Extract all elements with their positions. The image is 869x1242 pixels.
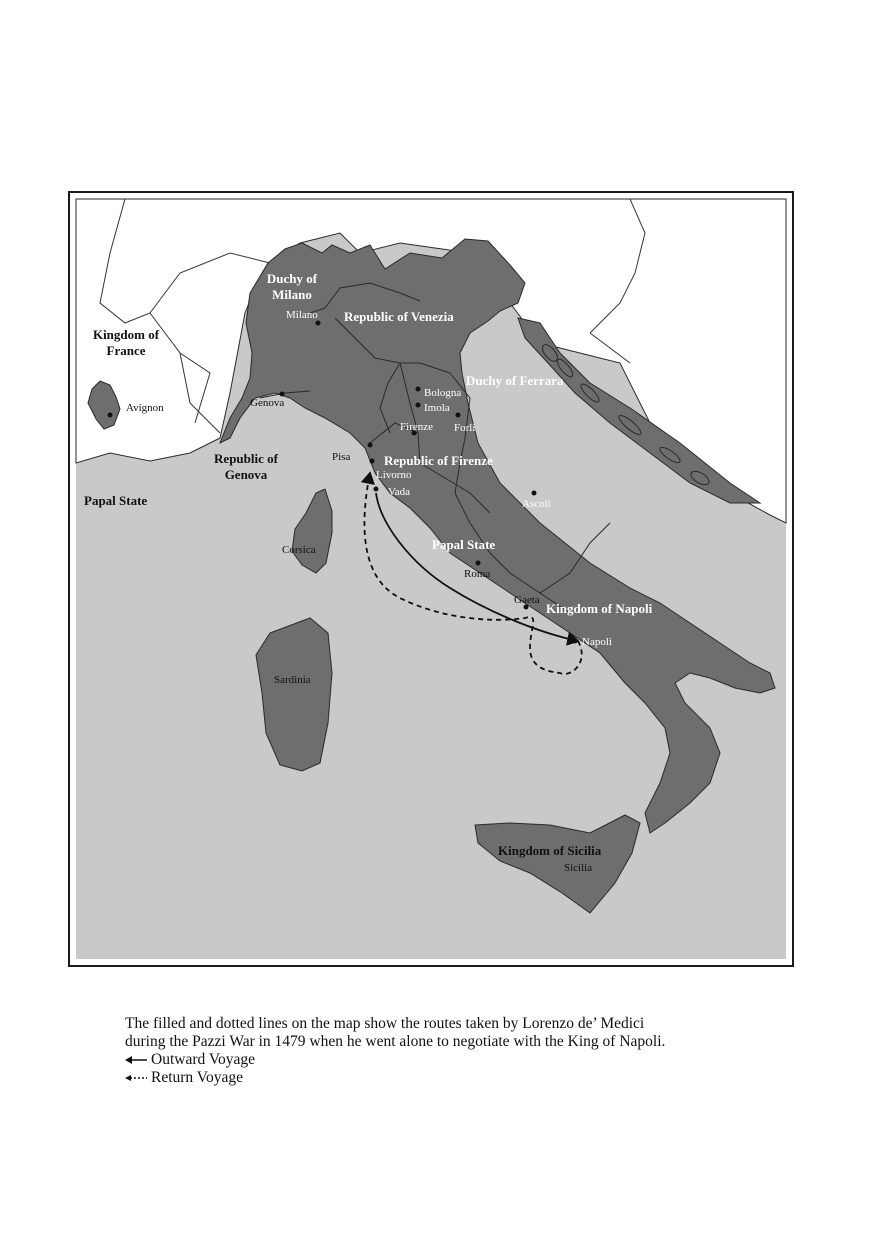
label-napoli: Kingdom of Napoli	[546, 601, 653, 616]
city-dot-genova	[280, 392, 285, 397]
label-genova-1: Republic of	[214, 451, 278, 466]
label-city-firenze: Firenze	[400, 421, 433, 433]
caption-line-1: The filled and dotted lines on the map show the routes taken by Lorenzo de’ Medici	[125, 1015, 645, 1032]
label-city-livorno: Livorno	[376, 469, 412, 481]
city-dot-bologna	[416, 387, 421, 392]
city-dot-milano	[316, 321, 321, 326]
label-city-avignon: Avignon	[126, 402, 164, 414]
city-dot-pisa	[368, 443, 373, 448]
label-city-ascoli: Ascoli	[522, 498, 551, 510]
label-island-sardinia: Sardinia	[274, 674, 311, 686]
label-city-imola: Imola	[424, 402, 450, 414]
legend-outward-label: Outward Voyage	[151, 1051, 256, 1068]
city-dot-napoli	[573, 639, 578, 644]
arrow-solid-icon	[125, 1055, 147, 1065]
legend-return	[125, 1069, 825, 1087]
label-papal-italy: Papal State	[432, 537, 496, 552]
map-canvas	[70, 193, 792, 965]
label-island-corsica: Corsica	[282, 544, 316, 556]
label-milano-1: Duchy of	[266, 271, 318, 286]
legend-return-label: Return Voyage	[151, 1069, 243, 1086]
legend-outward	[125, 1051, 825, 1069]
label-city-vada: Vada	[388, 486, 410, 498]
label-city-milano: Milano	[286, 309, 318, 321]
label-city-sicilia: Sicilia	[564, 862, 593, 874]
city-dot-ascoli	[532, 491, 537, 496]
label-city-napoli: Napoli	[582, 636, 612, 648]
caption-line-2: during the Pazzi War in 1479 when he went alone to negotiate with the King of Napoli.	[125, 1033, 666, 1050]
map-frame	[68, 191, 794, 967]
label-france-1: Kingdom of	[92, 327, 160, 342]
label-city-pisa: Pisa	[332, 451, 351, 463]
label-milano-2: Milano	[272, 287, 312, 302]
label-france-2: France	[106, 343, 146, 358]
label-city-genova: Genova	[250, 397, 285, 409]
label-firenze: Republic of Firenze	[384, 453, 493, 468]
city-dot-roma	[476, 561, 481, 566]
label-city-roma: Roma	[464, 568, 491, 580]
label-city-gaeta: Gaeta	[514, 594, 540, 606]
label-genova-2: Genova	[224, 467, 268, 482]
city-dot-avignon	[108, 413, 113, 418]
city-dot-livorno	[370, 459, 375, 464]
label-sicilia: Kingdom of Sicilia	[498, 843, 602, 858]
city-dot-imola	[416, 403, 421, 408]
label-venezia: Republic of Venezia	[344, 309, 454, 324]
label-papal-west: Papal State	[84, 493, 148, 508]
arrow-dotted-icon	[125, 1073, 147, 1083]
map-caption	[125, 1015, 825, 1087]
label-city-forli: Forli	[454, 422, 476, 434]
city-dot-forli	[456, 413, 461, 418]
city-dot-vada	[374, 487, 379, 492]
label-ferrara: Duchy of Ferrara	[466, 373, 564, 388]
label-city-bologna: Bologna	[424, 387, 462, 399]
